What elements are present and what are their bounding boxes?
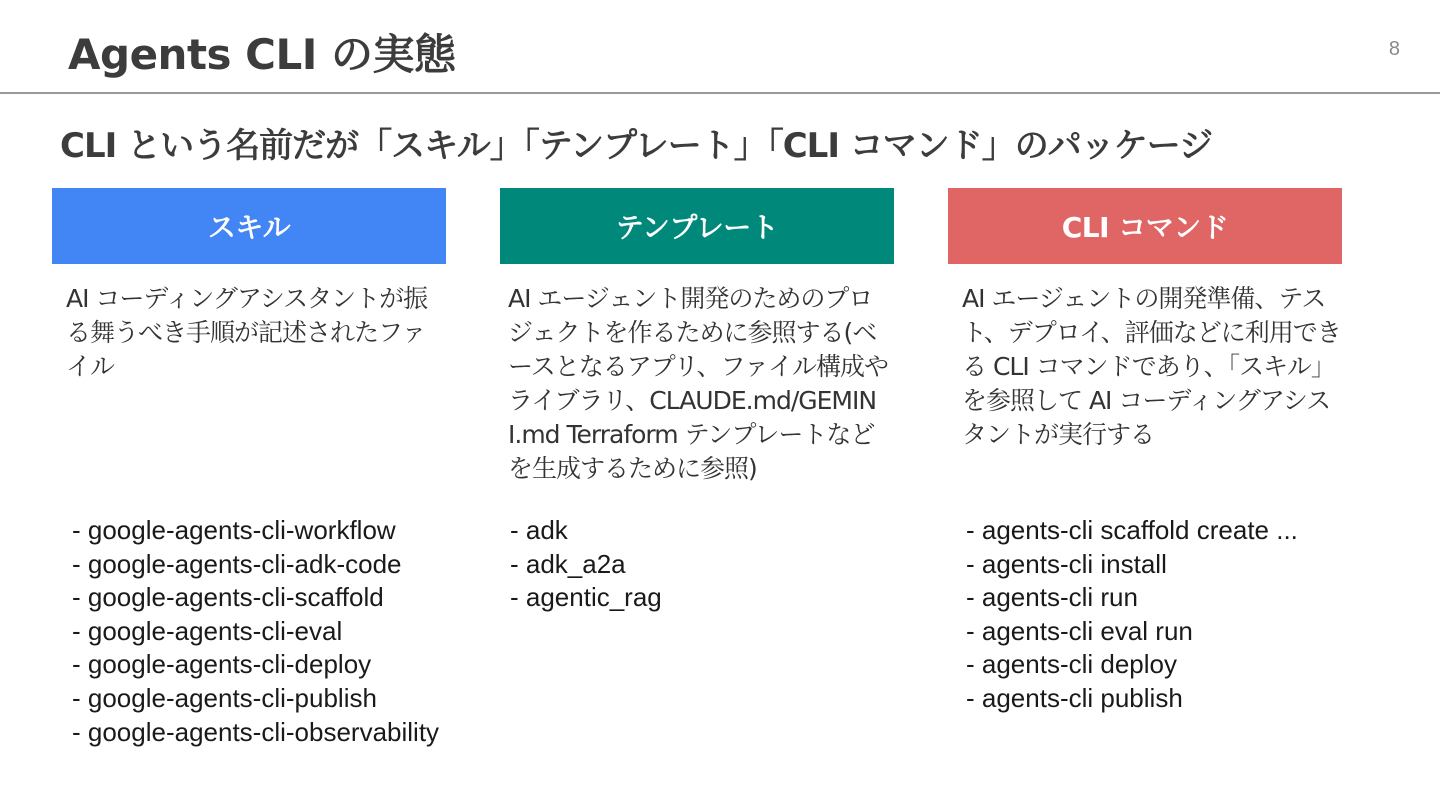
list-item: - google-agents-cli-deploy — [72, 649, 372, 680]
list-item: - agents-cli publish — [966, 682, 1183, 713]
list-item: - agents-cli deploy — [966, 649, 1177, 680]
list-item: - agentic_rag — [510, 582, 662, 613]
list-item: - google-agents-cli-scaffold — [72, 582, 384, 613]
list-item: - google-agents-cli-adk-code — [72, 548, 402, 579]
slide-title: Agents CLI の実態 — [68, 30, 456, 79]
skill-list — [72, 514, 439, 749]
list-item: - google-agents-cli-workflow — [72, 515, 396, 545]
template-header: テンプレート — [500, 188, 894, 264]
list-item: - google-agents-cli-eval — [72, 615, 343, 646]
list-item: - agents-cli run — [966, 582, 1138, 613]
cli-list — [966, 514, 1298, 716]
skill-column — [52, 188, 446, 747]
list-item: - adk_a2a — [510, 548, 626, 579]
template-column — [500, 188, 894, 613]
list-item: - google-agents-cli-observability — [72, 716, 440, 747]
skill-header: スキル — [52, 188, 446, 264]
list-item: - agents-cli eval run — [966, 615, 1193, 646]
list-item: - google-agents-cli-publish — [72, 682, 377, 713]
template-list — [510, 514, 662, 615]
slide-subtitle: CLI という名前だが「スキル」「テンプレート」「CLI コマンド」のパッケージ — [60, 126, 1213, 166]
page-number: 8 — [1388, 38, 1400, 60]
title-divider — [0, 92, 1440, 94]
cli-description: AI エージェントの開発準備、テスト、デプロイ、評価などに利用できる CLI コマンドであり、「スキル」を参照して AI コーディングアシスタントが実行する — [962, 284, 1341, 449]
list-item: - adk — [510, 515, 568, 545]
list-item: - agents-cli scaffold create ... — [966, 515, 1298, 545]
list-item: - agents-cli install — [966, 548, 1167, 579]
cli-header: CLI コマンド — [948, 188, 1342, 264]
cli-column — [948, 188, 1342, 713]
skill-description: AI コーディングアシスタントが振る舞うべき手順が記述されたファイル — [66, 284, 428, 381]
template-description: AI エージェント開発のためのプロジェクトを作るために参照する(ベースとなるアプリ、ファイル構成やライブラリ、CLAUDE.md/GEMINI.md Terraform テンプレートなどを生成するために参照) — [508, 284, 889, 483]
